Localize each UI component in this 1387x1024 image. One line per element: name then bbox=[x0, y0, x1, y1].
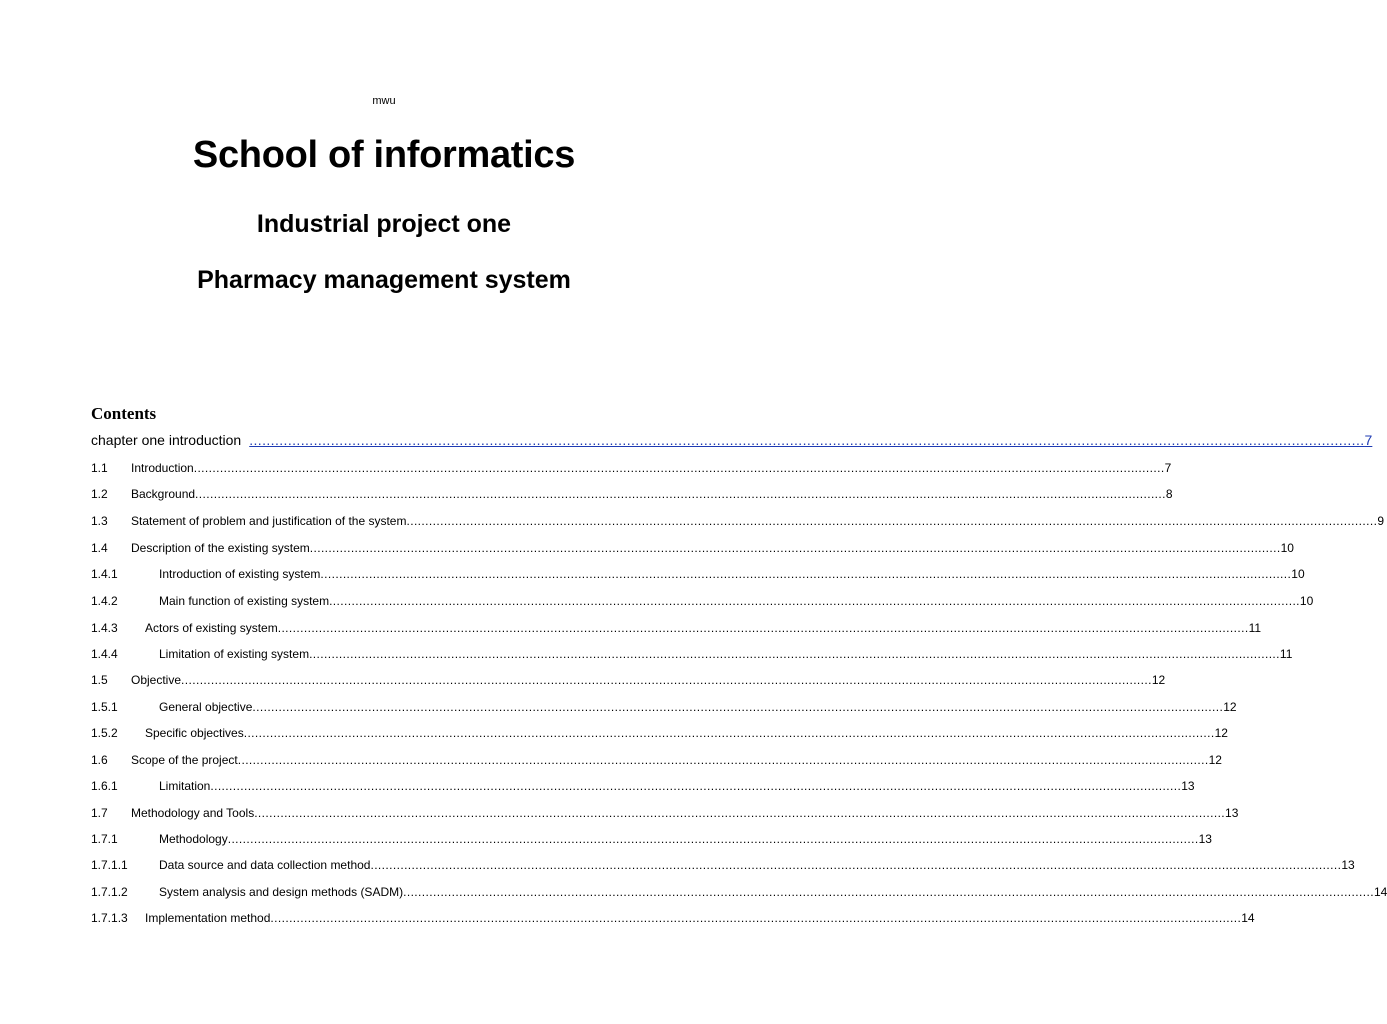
toc-chapter-link[interactable] bbox=[91, 429, 1373, 449]
toc-entry-label: Main function of existing system bbox=[159, 594, 330, 608]
toc-entry[interactable] bbox=[91, 538, 1294, 556]
toc-entry[interactable] bbox=[91, 855, 1355, 873]
toc-entry-label: General objective bbox=[159, 700, 253, 714]
toc-entry[interactable] bbox=[91, 803, 1239, 821]
toc-entry[interactable] bbox=[91, 591, 1314, 609]
toc-entry[interactable] bbox=[91, 644, 1293, 662]
toc-leader-dots: .................................................................................................................................................................................................................................................................... bbox=[193, 461, 1165, 475]
toc-entry-page: 13 bbox=[1198, 832, 1212, 846]
toc-entry-page: 13 bbox=[1181, 779, 1195, 793]
toc-entry-number: 1.1 bbox=[91, 461, 108, 475]
toc-entry-number: 1.4 bbox=[91, 541, 108, 555]
toc-entry-label: Statement of problem and justification of the system bbox=[131, 514, 407, 528]
toc-entry-label: Introduction bbox=[131, 461, 194, 475]
toc-entry[interactable] bbox=[91, 564, 1305, 582]
toc-entry-label: Limitation bbox=[159, 779, 211, 793]
toc-entry-page: 12 bbox=[1223, 700, 1237, 714]
toc-entry-label: Specific objectives bbox=[145, 726, 244, 740]
toc-entry-label: Actors of existing system bbox=[145, 621, 278, 635]
toc-entry-number: 1.5.1 bbox=[91, 700, 118, 714]
toc-entry[interactable] bbox=[91, 670, 1166, 688]
toc-entry-number: 1.5 bbox=[91, 673, 108, 687]
toc-entry-page: 13 bbox=[1225, 806, 1239, 820]
toc-entry-number: 1.4.1 bbox=[91, 567, 118, 581]
toc-entry-number: 1.6.1 bbox=[91, 779, 118, 793]
toc-leader-dots: .................................................................................................................................................................................................................................................................... bbox=[370, 858, 1342, 872]
toc-entry-page: 10 bbox=[1299, 594, 1314, 608]
toc-leader-dots: .................................................................................................................................................................................................................................................................... bbox=[329, 594, 1300, 608]
toc-leader-dots: .................................................................................................................................................................................................................................................................... bbox=[210, 779, 1182, 793]
toc-entry-label: Objective bbox=[131, 673, 182, 687]
toc-entry-label: Data source and data collection method bbox=[159, 858, 371, 872]
toc-leader-dots: .................................................................................................................................................................................................................................................................... bbox=[227, 832, 1199, 846]
toc-entry-page: 9 bbox=[1377, 514, 1385, 528]
toc-leader-dots: .................................................................................................................................................................................................................................................................... bbox=[406, 514, 1378, 528]
toc-entry[interactable] bbox=[91, 750, 1222, 768]
toc-entry-number: 1.4.4 bbox=[91, 647, 118, 661]
toc-entry-number: 1.4.3 bbox=[91, 621, 118, 635]
toc-entry[interactable] bbox=[91, 829, 1212, 847]
toc-leader-dots: .................................................................................................................................................................................................................................................................... bbox=[237, 753, 1209, 767]
toc-entry-label: Background bbox=[131, 487, 196, 501]
toc-chapter-label: chapter one introduction bbox=[91, 432, 242, 448]
toc-leader-dots: .................................................................................................................................................................................................................................................................... bbox=[181, 673, 1152, 687]
toc-leader-dots: .................................................................................................................................................................................................................................................................... bbox=[249, 432, 1365, 448]
toc-entry[interactable] bbox=[91, 776, 1195, 794]
toc-entry[interactable] bbox=[91, 697, 1237, 715]
toc-leader-dots: .................................................................................................................................................................................................................................................................... bbox=[254, 806, 1226, 820]
toc-entry-number: 1.5.2 bbox=[91, 726, 118, 740]
subtitle-system: Pharmacy management system bbox=[197, 266, 571, 294]
toc-entry[interactable] bbox=[91, 458, 1172, 476]
toc-entry-label: Implementation method bbox=[145, 911, 271, 925]
toc-leader-dots: .................................................................................................................................................................................................................................................................... bbox=[320, 567, 1292, 581]
toc-entry[interactable] bbox=[91, 511, 1385, 529]
toc-entry-label: Methodology bbox=[159, 832, 228, 846]
toc-entry-number: 1.7.1.1 bbox=[91, 858, 128, 872]
toc-entry-page: 12 bbox=[1214, 726, 1228, 740]
toc-entry-number: 1.7.1.3 bbox=[91, 911, 128, 925]
toc-entry-number: 1.7.1 bbox=[91, 832, 118, 846]
toc-leader-dots: .................................................................................................................................................................................................................................................................... bbox=[309, 541, 1281, 555]
toc-entry-label: Introduction of existing system bbox=[159, 567, 321, 581]
toc-chapter-page: 7 bbox=[1364, 432, 1373, 448]
toc-entry-page: 11 bbox=[1248, 621, 1262, 635]
toc-entry[interactable] bbox=[91, 723, 1228, 741]
toc-entry-page: 10 bbox=[1291, 567, 1305, 581]
toc-entry-page: 8 bbox=[1165, 487, 1173, 501]
toc-entry-number: 1.4.2 bbox=[91, 594, 118, 608]
toc-entry[interactable] bbox=[91, 882, 1387, 900]
toc-entry[interactable] bbox=[91, 484, 1173, 502]
toc-entry-label: System analysis and design methods (SADM) bbox=[159, 885, 404, 899]
toc-leader-dots: .................................................................................................................................................................................................................................................................... bbox=[195, 487, 1166, 501]
toc-entry-label: Methodology and Tools bbox=[131, 806, 255, 820]
toc-entry-page: 11 bbox=[1279, 647, 1293, 661]
toc-entry[interactable] bbox=[91, 908, 1255, 926]
toc-entry-label: Scope of the project bbox=[131, 753, 238, 767]
toc-entry-label: Limitation of existing system bbox=[159, 647, 310, 661]
toc-entry-page: 12 bbox=[1151, 673, 1166, 687]
toc-entry-page: 13 bbox=[1341, 858, 1355, 872]
toc-entry-label: Description of the existing system bbox=[131, 541, 310, 555]
toc-leader-dots: .................................................................................................................................................................................................................................................................... bbox=[309, 647, 1280, 661]
header-small-text: mwu bbox=[372, 95, 396, 107]
toc-leader-dots: .................................................................................................................................................................................................................................................................... bbox=[252, 700, 1224, 714]
toc-entry-number: 1.3 bbox=[91, 514, 108, 528]
toc-entry-number: 1.7 bbox=[91, 806, 108, 820]
toc-leader-dots: .................................................................................................................................................................................................................................................................... bbox=[270, 911, 1242, 925]
toc-entry-page: 10 bbox=[1280, 541, 1294, 555]
toc-leader-dots: .................................................................................................................................................................................................................................................................... bbox=[277, 621, 1249, 635]
toc-entry-number: 1.6 bbox=[91, 753, 108, 767]
toc-entry-page: 7 bbox=[1164, 461, 1172, 475]
toc-entry-number: 1.7.1.2 bbox=[91, 885, 128, 899]
subtitle-project: Industrial project one bbox=[256, 210, 512, 238]
toc-entry-number: 1.2 bbox=[91, 487, 108, 501]
toc-entry-page: 12 bbox=[1208, 753, 1222, 767]
toc-entry-page: 14 bbox=[1241, 911, 1255, 925]
toc-leader-dots: .................................................................................................................................................................................................................................................................... bbox=[243, 726, 1215, 740]
contents-heading: Contents bbox=[91, 404, 157, 423]
toc-entry-page: 14 bbox=[1373, 885, 1387, 899]
toc-entry[interactable] bbox=[91, 618, 1262, 636]
toc-leader-dots: .................................................................................................................................................................................................................................................................... bbox=[403, 885, 1374, 899]
page-title: School of informatics bbox=[192, 134, 576, 176]
